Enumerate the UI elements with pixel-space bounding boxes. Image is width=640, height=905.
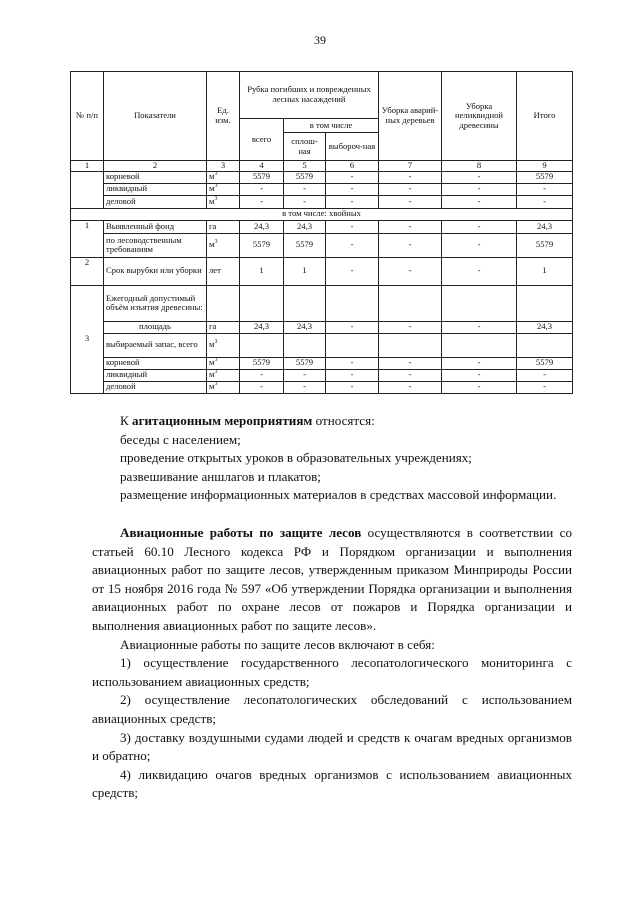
table-row — [71, 369, 573, 381]
row-number: 1 — [71, 220, 104, 257]
aviation-section — [92, 524, 572, 803]
row-label: выбираемый запас, всего — [104, 333, 207, 357]
cell-value: 5579 — [240, 357, 284, 369]
cell-value: - — [379, 183, 442, 195]
cell-value: - — [517, 195, 573, 208]
cell-value: - — [517, 381, 573, 393]
row-unit: $м^3$ — [207, 357, 240, 369]
row-label: деловой — [104, 195, 207, 208]
cell-value: 5579 — [240, 233, 284, 257]
cell-value: - — [326, 183, 379, 195]
col-number: 6 — [326, 161, 379, 172]
forest-table — [70, 71, 573, 394]
cell-value: - — [442, 369, 517, 381]
cell-value: - — [442, 220, 517, 233]
cell-value: - — [326, 171, 379, 183]
row-unit: $м^3$ — [207, 333, 240, 357]
table-row — [71, 220, 573, 233]
cell-value: - — [240, 195, 284, 208]
section-header: в том числе: хвойных — [71, 208, 573, 220]
cell-value: - — [442, 233, 517, 257]
cell-value: 24,3 — [517, 220, 573, 233]
cell-value: - — [379, 369, 442, 381]
cell-value: 1 — [284, 257, 326, 285]
cell-value: - — [379, 220, 442, 233]
cell-value: 5579 — [284, 233, 326, 257]
cell-value: 5579 — [517, 171, 573, 183]
cell-value: - — [284, 381, 326, 393]
table-row — [71, 183, 573, 195]
row-label: корневой — [104, 171, 207, 183]
row-unit: $м^3$ — [207, 183, 240, 195]
table-row — [71, 381, 573, 393]
cell-value: - — [240, 369, 284, 381]
header-illiquid: Уборка неликвидной древесины — [442, 72, 517, 161]
cell-value: - — [442, 321, 517, 333]
row-label: деловой — [104, 381, 207, 393]
col-number: 7 — [379, 161, 442, 172]
header-num: № п/п — [71, 72, 104, 161]
row-label: площадь — [104, 321, 207, 333]
aviation-item: 3) доставку воздушными судами людей и средств к очагам вредных организмов и обратно; — [92, 729, 572, 764]
row-label: по лесоводственным требованиям — [104, 233, 207, 257]
table-row — [71, 171, 573, 183]
agitation-item: беседы с населением; — [120, 431, 241, 447]
row-label: корневой — [104, 357, 207, 369]
cell-value: - — [326, 195, 379, 208]
header-clear: сплош-ная — [284, 133, 326, 161]
cell-value: - — [442, 171, 517, 183]
col-number: 8 — [442, 161, 517, 172]
cell-value: - — [326, 220, 379, 233]
header-including: в том числе — [284, 119, 379, 133]
header-total-felling: всего — [240, 119, 284, 161]
cell-value: - — [442, 195, 517, 208]
aviation-includes: Авиационные работы по защите лесов включают в себя: — [120, 636, 435, 652]
row-label: ликвидный — [104, 183, 207, 195]
cell-value: - — [517, 369, 573, 381]
row-unit: $м^3$ — [207, 195, 240, 208]
table-row — [71, 333, 573, 357]
row-unit: $м^3$ — [207, 171, 240, 183]
col-number: 5 — [284, 161, 326, 172]
cell-value: 5579 — [284, 171, 326, 183]
cell-value: - — [284, 369, 326, 381]
agitation-item: проведение открытых уроков в образовательных учреждениях; — [120, 450, 472, 466]
agitation-intro: К агитационным мероприятиям относятся: — [120, 413, 375, 428]
row-unit: га — [207, 220, 240, 233]
header-row — [71, 72, 573, 119]
table-row — [71, 233, 573, 257]
table-row — [71, 257, 573, 285]
cell-value: - — [326, 381, 379, 393]
aviation-item: 4) ликвидацию очагов вредных организмов с использованием авиационных средств; — [92, 766, 572, 801]
cell-value: - — [379, 381, 442, 393]
cell-value: 5579 — [240, 171, 284, 183]
cell-value: 24,3 — [517, 321, 573, 333]
cell-value: - — [326, 369, 379, 381]
cell-value: - — [379, 321, 442, 333]
cell-value: 24,3 — [284, 220, 326, 233]
column-numbers-row — [71, 161, 573, 172]
cell-value: - — [379, 195, 442, 208]
cell-value: - — [379, 257, 442, 285]
cell-value: 24,3 — [240, 321, 284, 333]
cell-value: 1 — [240, 257, 284, 285]
cell-value: - — [517, 183, 573, 195]
header-felling: Рубка погибших и поврежденных лесных насаждений — [240, 72, 379, 119]
header-total: Итого — [517, 72, 573, 161]
row-label: Ежегодный допустимый объём изъятия древесины: — [104, 285, 207, 321]
cell-value: 24,3 — [284, 321, 326, 333]
table-row — [71, 321, 573, 333]
cell-value: - — [379, 357, 442, 369]
row-unit: га — [207, 321, 240, 333]
row-unit: $м^3$ — [207, 381, 240, 393]
table-row — [71, 357, 573, 369]
section-header-row — [71, 208, 573, 220]
cell-value: 5579 — [284, 357, 326, 369]
header-emergency: Уборка аварий-ных деревьев — [379, 72, 442, 161]
agitation-item: размещение информационных материалов в средствах массовой информации. — [120, 487, 557, 503]
agitation-item: развешивание аншлагов и плакатов; — [120, 468, 321, 484]
cell-value: - — [326, 233, 379, 257]
row-label: Выявленный фонд — [104, 220, 207, 233]
cell-value: 1 — [517, 257, 573, 285]
cell-value: - — [326, 257, 379, 285]
aviation-paragraph: Авиационные работы по защите лесов осуществляются в соответствии со статьей 60.10 Лесного кодекса РФ и Порядком организации и выполнения авиационных работ по защите лесов, утвержденным приказом Минприроды России от 15 ноября 2016 года № 597 «Об утверждении Порядка организации и выполнения авиационных работ по охране лесов от пожаров и Порядка организации и выполнения авиационных работ по защите лесов». — [92, 525, 572, 633]
cell-value: 5579 — [517, 357, 573, 369]
cell-value: - — [379, 171, 442, 183]
header-selective: выбороч-ная — [326, 133, 379, 161]
table-row — [71, 285, 573, 321]
cell-value: 24,3 — [240, 220, 284, 233]
cell-value: - — [442, 257, 517, 285]
row-number: 3 — [71, 285, 104, 393]
cell-value: - — [284, 183, 326, 195]
cell-value: - — [240, 183, 284, 195]
table-row — [71, 195, 573, 208]
page-number: 39 — [314, 33, 326, 47]
row-unit: $м^3$ — [207, 369, 240, 381]
row-label: ликвидный — [104, 369, 207, 381]
cell-value: - — [379, 233, 442, 257]
row-number: 2 — [71, 257, 104, 285]
cell-value: - — [442, 183, 517, 195]
cell-value: - — [326, 321, 379, 333]
row-unit: $м^3$ — [207, 233, 240, 257]
aviation-item: 2) осуществление лесопатологических обследований с использованием авиационных средств; — [92, 692, 572, 726]
cell-value: - — [442, 381, 517, 393]
row-unit: лет — [207, 257, 240, 285]
cell-value: - — [284, 195, 326, 208]
row-label: Срок вырубки или уборки — [104, 257, 207, 285]
cell-value: - — [442, 357, 517, 369]
cell-value: - — [326, 357, 379, 369]
col-number: 3 — [207, 161, 240, 172]
agitation-section — [92, 412, 572, 505]
cell-value: - — [240, 381, 284, 393]
header-unit: Ед. изм. — [207, 72, 240, 161]
col-number: 2 — [104, 161, 207, 172]
cell-value: 5579 — [517, 233, 573, 257]
aviation-item: 1) осуществление государственного лесопатологического мониторинга с использованием авиационных средств; — [92, 655, 572, 689]
col-number: 1 — [71, 161, 104, 172]
col-number: 9 — [517, 161, 573, 172]
header-indicators: Показатели — [104, 72, 207, 161]
col-number: 4 — [240, 161, 284, 172]
